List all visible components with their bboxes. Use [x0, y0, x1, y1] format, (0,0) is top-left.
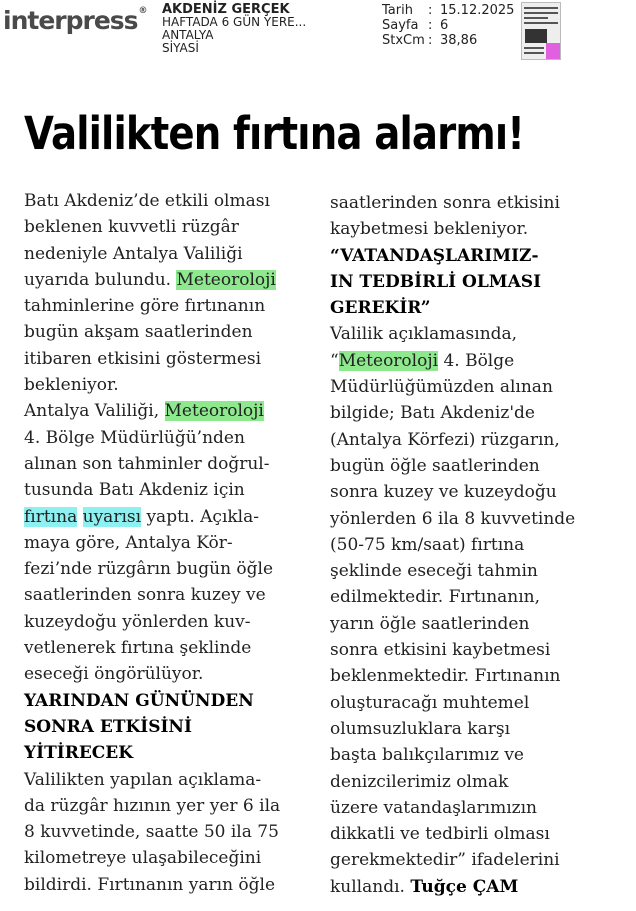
text-line: beklenmektedir. Fırtınanın: [330, 666, 561, 687]
text-fragment: “: [330, 350, 339, 371]
text-fragment: yaptı. Açıkla-: [146, 506, 260, 527]
text-line: [330, 348, 626, 374]
date-row: [382, 3, 514, 18]
subheading-line: SONRA ETKİSİNİ: [24, 716, 192, 737]
publication-region: ANTALYA: [162, 28, 214, 42]
page-label: Sayfa: [382, 18, 419, 33]
stxcm-label: StxCm: [382, 33, 425, 48]
stxcm-value: 38,86: [440, 33, 478, 48]
text-line: denizcilerimiz olmak: [330, 771, 509, 792]
text-line: nedeniyle Antalya Valiliği: [24, 243, 243, 264]
publication-info: [162, 3, 306, 55]
text-line: yarın öğle saatlerinden: [330, 613, 530, 634]
page-colon: :: [428, 18, 433, 33]
publication-name: AKDENİZ GERÇEK: [162, 2, 290, 17]
text-line: şeklinde eseceği tahmin: [330, 561, 538, 582]
text-line: bugün akşam saatlerinden: [24, 322, 253, 343]
text-line: olumsuzluklara karşı: [330, 718, 511, 739]
registered-mark: ®: [138, 6, 147, 16]
text-line: alınan son tahminler doğrul-: [24, 453, 270, 474]
thumbnail-marker: [546, 43, 560, 59]
text-line: bilgide; Batı Akdeniz'de: [330, 403, 535, 424]
text-line: gerekmektedir” ifadelerini: [330, 850, 560, 871]
text-line: eseceği öngörülüyor.: [24, 664, 204, 685]
text-fragment: uyarıda bulundu.: [24, 269, 172, 290]
text-line: oluşturacağı muhtemel: [330, 692, 530, 713]
text-line: başta balıkçılarımız ve: [330, 745, 524, 766]
text-line: sonra kuzey ve kuzeydoğu: [330, 482, 557, 503]
text-line: vetlenerek fırtına şeklinde: [24, 638, 252, 659]
author-name: Tuğçe ÇAM: [410, 876, 519, 897]
text-line: (Antalya Körfezi) rüzgarın,: [330, 429, 560, 450]
text-line: tahminlerine göre fırtınanın: [24, 296, 266, 317]
thumbnail-line: [524, 22, 558, 24]
text-line: fezi’nde rüzgârın bugün öğle: [24, 559, 274, 580]
text-line: bugün öğle saatlerinden: [330, 455, 540, 476]
brand-logo: [3, 6, 147, 35]
thumbnail-line: [524, 52, 544, 54]
keyword-highlight: Meteoroloji: [338, 350, 439, 371]
text-line: (50-75 km/saat) fırtına: [330, 534, 525, 555]
subheading-line: YİTİRECEK: [24, 743, 134, 764]
page-value: 6: [440, 18, 449, 33]
thumbnail-line: [524, 12, 558, 14]
keyword-highlight: Meteoroloji: [176, 269, 276, 290]
subheading-line: GEREKİR”: [330, 298, 431, 319]
text-fragment: kullandı.: [330, 876, 405, 897]
publication-frequency: HAFTADA 6 GÜN YERE...: [162, 15, 307, 29]
text-line: kilometreye ulaşabileceğini: [24, 848, 262, 869]
text-line: tusunda Batı Akdeniz için: [24, 480, 245, 501]
clipping-header: [0, 0, 636, 66]
date-colon: :: [428, 3, 433, 18]
text-line: beklenen kuvvetli rüzgâr: [24, 217, 239, 238]
keyword-highlight: Meteoroloji: [164, 401, 264, 422]
text-line: [24, 504, 314, 530]
text-line: bildirdi. Fırtınanın yarın öğle: [24, 874, 276, 895]
text-fragment: Antalya Valiliği,: [24, 401, 160, 422]
subheading-line: “VATANDAŞLARIMIZ-: [330, 245, 539, 266]
text-line: Batı Akdeniz’de etkili olması: [24, 191, 270, 211]
text-line: yönlerden 6 ila 8 kuvvetinde: [330, 508, 576, 529]
clipping-meta: [382, 3, 514, 48]
publication-category: SİYASİ: [162, 41, 199, 55]
page-thumbnail[interactable]: [521, 2, 561, 60]
text-line: 8 kuvvetinde, saatte 50 ila 75: [24, 822, 279, 843]
text-line: da rüzgâr hızının yer yer 6 ila: [24, 795, 281, 816]
article-column-left: [24, 188, 314, 898]
thumbnail-line: [524, 17, 548, 19]
text-line: [24, 398, 314, 424]
thumbnail-photo: [525, 29, 547, 43]
subheading-line: IN TEDBİRLİ OLMASI: [330, 271, 542, 292]
text-fragment: 4. Bölge: [443, 350, 515, 371]
article-headline: Valilikten fırtına alarmı!: [24, 107, 525, 160]
text-line: Müdürlüğümüzden alınan: [330, 377, 553, 398]
text-line: Valilik açıklamasında,: [330, 324, 518, 345]
text-line: 4. Bölge Müdürlüğü’nden: [24, 427, 245, 448]
text-line: kuzeydoğu yönlerden kuv-: [24, 611, 251, 632]
keyword-highlight: fırtına: [24, 506, 78, 527]
thumbnail-line: [524, 7, 558, 9]
text-line: sonra etkisini kaybetmesi: [330, 640, 551, 661]
text-line: kaybetmesi bekleniyor.: [330, 219, 529, 240]
text-line: dikkatli ve tedbirli olması: [330, 824, 550, 845]
text-line: Valilikten yapılan açıklama-: [24, 769, 262, 790]
page-row: [382, 18, 514, 33]
text-line: saatlerinden sonra etkisini: [330, 193, 560, 213]
thumbnail-line: [524, 47, 544, 49]
text-line: [330, 874, 626, 900]
text-line: maya göre, Antalya Kör-: [24, 532, 233, 553]
stxcm-colon: :: [428, 33, 433, 48]
text-line: bekleniyor.: [24, 375, 119, 396]
keyword-highlight: uyarısı: [82, 506, 142, 527]
brand-name: interpress: [3, 6, 138, 35]
text-line: edilmektedir. Fırtınanın,: [330, 587, 541, 608]
text-line: üzere vatandaşlarımızın: [330, 797, 537, 818]
text-line: [24, 267, 314, 293]
stxcm-row: [382, 33, 514, 48]
article-column-right: [330, 190, 626, 900]
text-line: saatlerinden sonra kuzey ve: [24, 585, 266, 606]
subheading-line: YARINDAN GÜNÜNDEN: [24, 690, 254, 711]
date-label: Tarih: [382, 3, 413, 18]
text-line: itibaren etkisini göstermesi: [24, 348, 262, 369]
date-value: 15.12.2025: [440, 3, 515, 18]
